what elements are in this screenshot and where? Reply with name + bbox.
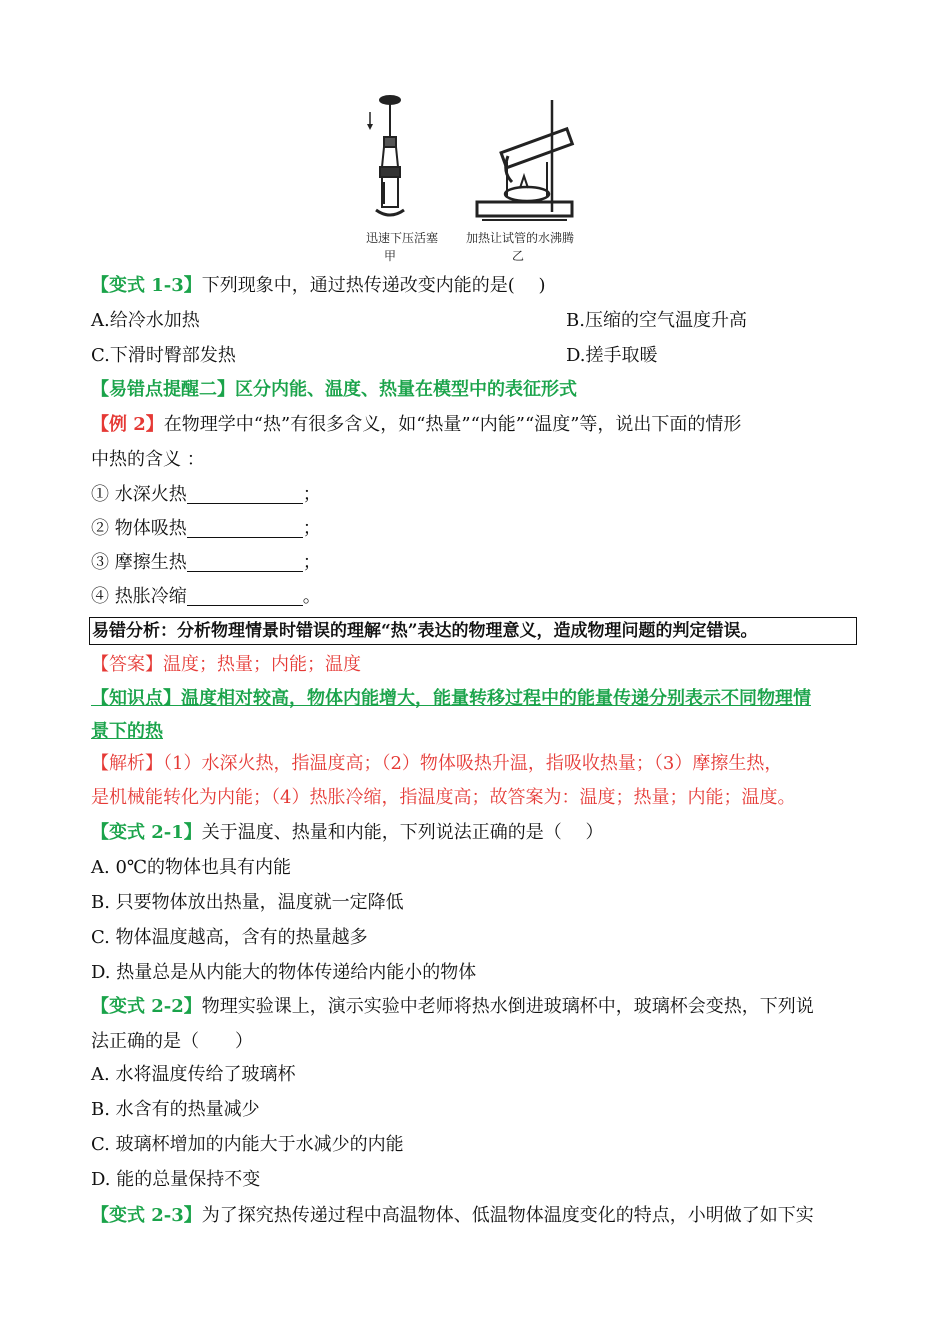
question-stem: 为了探究热传递过程中高温物体、低温物体温度变化的特点，小明做了如下实 bbox=[201, 1205, 814, 1226]
question-1-3 bbox=[91, 269, 861, 303]
item-label: ④ 热胀冷缩 bbox=[91, 586, 187, 607]
option-a: A.给冷水加热 bbox=[91, 310, 200, 331]
example-stem-line2: 中热的含义 ： bbox=[91, 449, 205, 470]
option-c: C. 玻璃杯增加的内能大于水减少的内能 bbox=[91, 1134, 404, 1155]
item-end: ； bbox=[302, 518, 321, 539]
answer-blank[interactable] bbox=[187, 547, 303, 572]
blank-item-3 bbox=[91, 546, 861, 580]
figure-caption-right: 加热让试管的水沸腾 bbox=[466, 231, 575, 245]
option-d: D. 热量总是从内能大的物体传递给内能小的物体 bbox=[91, 962, 477, 983]
question-tag: 【变式 1-3】 bbox=[91, 275, 202, 296]
item-end: 。 bbox=[302, 586, 321, 607]
example-tag: 【例 2】 bbox=[91, 414, 164, 435]
item-end: ； bbox=[302, 552, 321, 573]
option-c: C.下滑时臀部发热 bbox=[91, 345, 236, 366]
blank-item-1 bbox=[91, 478, 861, 512]
knowledge-point-line1: 【知识点】温度相对较高，物体内能增大，能量转移过程中的能量传递分别表示不同物理情 bbox=[91, 688, 811, 709]
answer-blank[interactable] bbox=[187, 581, 303, 606]
figure-label-yi: 乙 bbox=[512, 249, 525, 263]
question-stem-line2: 法正确的是（ ） bbox=[91, 1031, 253, 1052]
example-stem-line1: 在物理学中“热”有很多含义，如“热量”“内能”“温度”等，说出下面的情形 bbox=[163, 414, 742, 435]
question-tag: 【变式 2-2】 bbox=[91, 996, 202, 1017]
blank-item-4 bbox=[91, 580, 861, 614]
item-label: ② 物体吸热 bbox=[91, 518, 187, 539]
question-2-3 bbox=[91, 1199, 861, 1233]
option-a: A. 0℃的物体也具有内能 bbox=[91, 857, 292, 878]
question-2-1 bbox=[91, 816, 861, 850]
answer-blank[interactable] bbox=[187, 479, 303, 504]
option-d: D.搓手取暖 bbox=[566, 345, 658, 366]
explanation-line2: 是机械能转化为内能；（4）热胀冷缩，指温度高；故答案为：温度；热量；内能；温度。 bbox=[91, 787, 796, 808]
error-analysis-box: 易错分析：分析物理情景时错误的理解“热”表达的物理意义，造成物理问题的判定错误。 bbox=[89, 617, 857, 645]
question-tag: 【变式 2-1】 bbox=[91, 822, 202, 843]
option-b: B. 只要物体放出热量，温度就一定降低 bbox=[91, 892, 404, 913]
option-d: D. 能的总量保持不变 bbox=[91, 1169, 261, 1190]
option-b: B.压缩的空气温度升高 bbox=[566, 310, 747, 331]
knowledge-point-line2: 景下的热 bbox=[91, 721, 163, 742]
example-2-stem bbox=[91, 408, 861, 442]
answer-blank[interactable] bbox=[187, 513, 303, 538]
item-end: ； bbox=[302, 484, 321, 505]
question-stem: 关于温度、热量和内能，下列说法正确的是（ ） bbox=[201, 822, 604, 843]
options-row-cd bbox=[91, 339, 861, 373]
item-label: ③ 摩擦生热 bbox=[91, 552, 187, 573]
explanation-line1: 【解析】（1）水深火热，指温度高；（2）物体吸热升温，指吸收热量；（3）摩擦生热， bbox=[91, 753, 783, 774]
question-stem-line1: 物理实验课上，演示实验中老师将热水倒进玻璃杯中，玻璃杯会变热，下列说 bbox=[201, 996, 814, 1017]
figure-label-jia: 甲 bbox=[384, 249, 397, 263]
item-label: ① 水深火热 bbox=[91, 484, 187, 505]
blank-item-2 bbox=[91, 512, 861, 546]
answer-line: 【答案】温度；热量；内能；温度 bbox=[91, 654, 361, 675]
option-c: C. 物体温度越高，含有的热量越多 bbox=[91, 927, 368, 948]
options-row-ab bbox=[91, 304, 861, 338]
question-stem: 下列现象中，通过热传递改变内能的是( ) bbox=[201, 275, 546, 296]
error-tip-heading: 【易错点提醒二】区分内能、温度、热量在模型中的表征形式 bbox=[91, 379, 577, 400]
question-tag: 【变式 2-3】 bbox=[91, 1205, 202, 1226]
test-tube-heating-illustration bbox=[477, 100, 572, 220]
piston-cylinder-illustration bbox=[367, 96, 404, 215]
option-a: A. 水将温度传给了玻璃杯 bbox=[91, 1064, 296, 1085]
figure-caption-left: 迅速下压活塞 bbox=[366, 231, 439, 245]
option-b: B. 水含有的热量减少 bbox=[91, 1099, 260, 1120]
question-2-2 bbox=[91, 990, 861, 1024]
experiment-figure bbox=[362, 92, 602, 267]
